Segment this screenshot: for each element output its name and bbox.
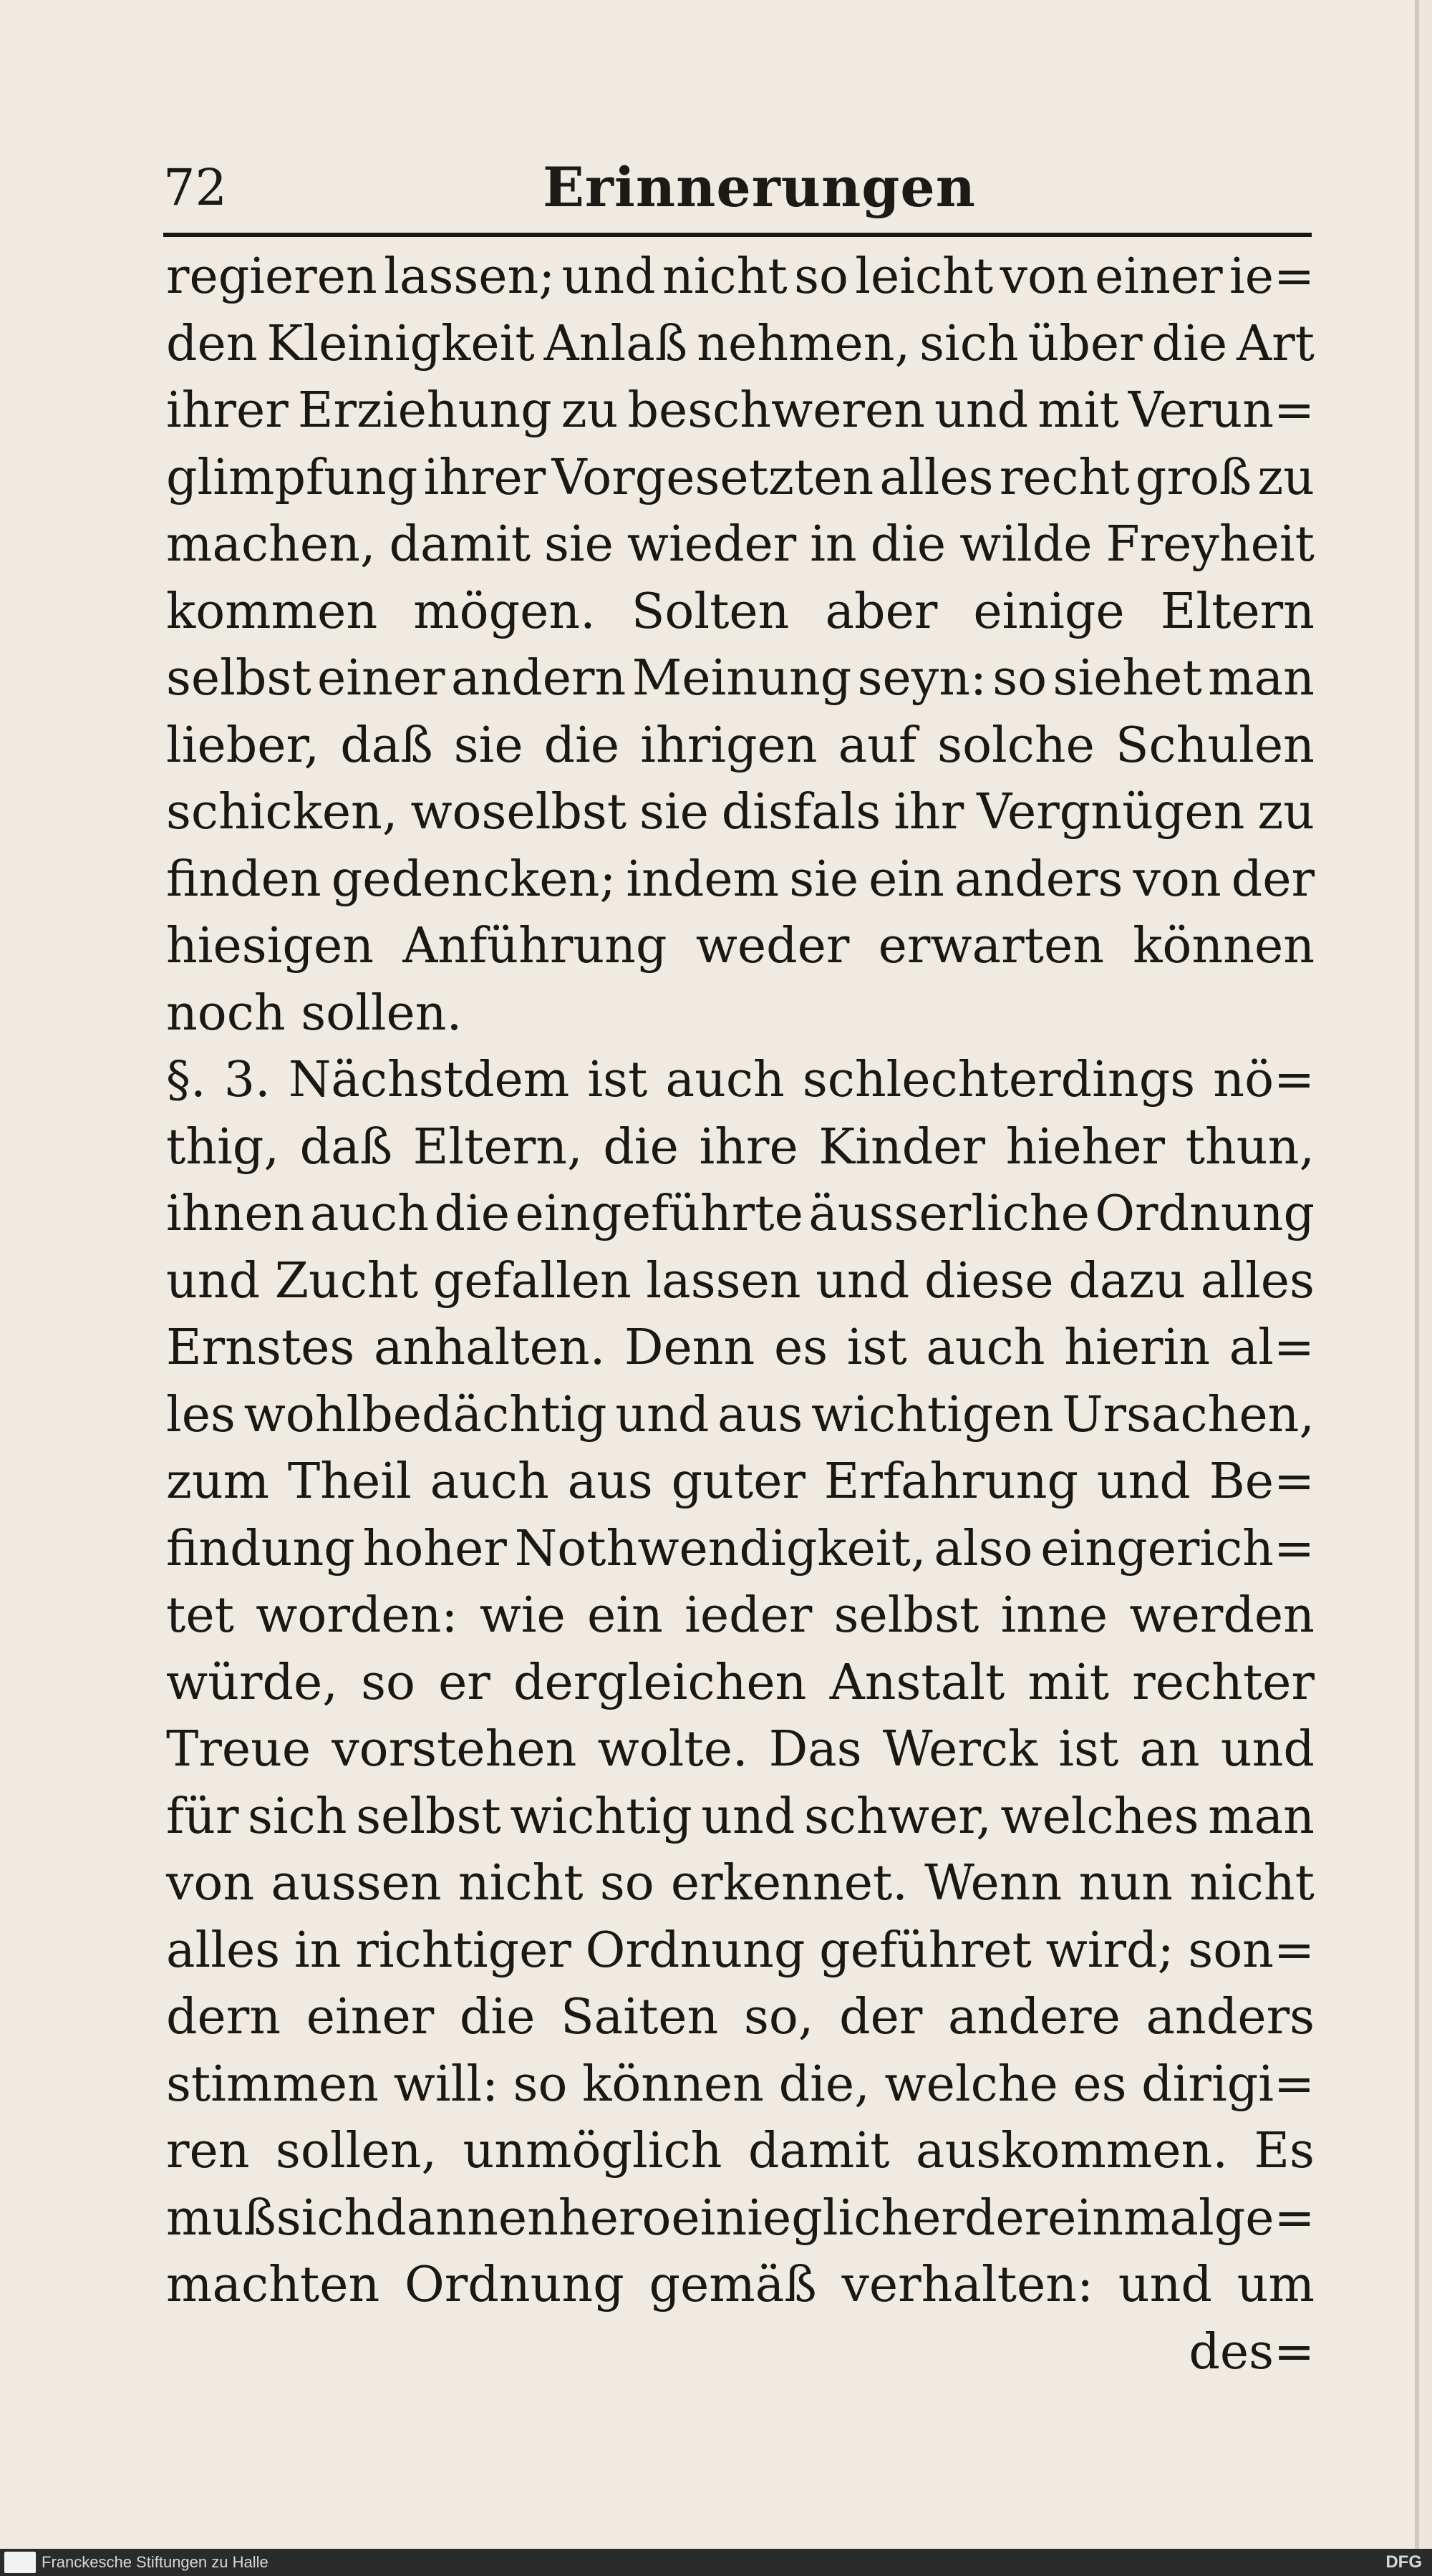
word: ren (166, 2123, 250, 2179)
running-head (163, 152, 1310, 223)
word: Eltern (1160, 583, 1315, 640)
word: wieder (626, 516, 797, 573)
word: anhalten. (373, 1320, 606, 1376)
word: son= (1188, 1922, 1315, 1979)
text-line (166, 1917, 1315, 1985)
word: Ursachen, (1062, 1386, 1315, 1443)
word: thig, (166, 1118, 280, 1176)
word: nicht (662, 248, 788, 305)
word: daß (299, 1118, 393, 1176)
word: dirigi= (1141, 2056, 1315, 2113)
word: andere (947, 1989, 1121, 2045)
word: alles (1200, 1252, 1315, 1309)
word: schwer, (803, 1788, 992, 1845)
word: dazu (1068, 1252, 1186, 1309)
word: zu (1257, 449, 1315, 506)
word: würde, (166, 1654, 338, 1711)
word: ist (846, 1320, 907, 1376)
word: selbst (833, 1587, 979, 1644)
word: Werck (882, 1721, 1038, 1778)
word: seyn: (857, 650, 987, 707)
word: ihr (894, 784, 964, 841)
word: die (434, 1186, 511, 1242)
text-line (166, 2185, 1315, 2252)
word: und (816, 1252, 910, 1309)
word: ie= (1229, 248, 1315, 305)
word: eingeführte (515, 1186, 803, 1242)
word: Kleinigkeit (266, 315, 535, 372)
word: anders (954, 851, 1123, 908)
word: leicht (855, 248, 994, 305)
word: muß (166, 2189, 276, 2247)
word: mit (1027, 1654, 1110, 1711)
word: Freyheit (1106, 516, 1315, 573)
text-line (166, 846, 1315, 914)
word: werden (1129, 1587, 1315, 1644)
text-line (166, 1783, 1315, 1851)
word: und (1096, 1453, 1191, 1510)
word: erkennet. (670, 1855, 908, 1912)
word: zu (1257, 784, 1315, 841)
text-line (166, 779, 1315, 846)
word: sie (789, 851, 859, 908)
text-line (166, 913, 1315, 980)
word: so (513, 2056, 568, 2113)
footer-dfg-logo: DFG (1385, 2552, 1422, 2572)
word: über (1027, 315, 1143, 372)
word: machten (166, 2257, 380, 2313)
word: mögen. (413, 583, 596, 640)
word: dannenhero (375, 2189, 672, 2247)
word: kommen (166, 583, 378, 640)
word: Das (768, 1721, 862, 1778)
word: ge= (1214, 2189, 1315, 2247)
catchword: des= (1189, 2323, 1315, 2381)
word: auch (926, 1320, 1045, 1376)
word: die (603, 1118, 679, 1176)
word: nö= (1213, 1052, 1315, 1108)
word: les (166, 1386, 236, 1443)
text-line (166, 1248, 1315, 1315)
word: Eltern, (412, 1118, 583, 1176)
word: inne (1000, 1587, 1108, 1644)
word: gefallen (432, 1252, 632, 1309)
text-line-content: noch sollen. (166, 984, 463, 1042)
word: ieder (684, 1587, 813, 1644)
word: er (438, 1654, 490, 1711)
word: und (561, 248, 656, 305)
word: Kinder (818, 1118, 986, 1176)
word: ist (1058, 1721, 1119, 1778)
word: eingerich= (1040, 1520, 1315, 1577)
word: einer (306, 1989, 435, 2045)
word: Treue (166, 1721, 311, 1778)
word: auf (838, 717, 917, 774)
word: aus (567, 1453, 653, 1510)
word: aus (717, 1386, 803, 1443)
text-line (166, 1984, 1315, 2051)
word: nicht (458, 1855, 584, 1912)
word: gedencken; (331, 851, 616, 908)
word: und (1220, 1721, 1315, 1778)
word: damit (389, 516, 531, 573)
word: richtiger (355, 1922, 571, 1979)
word: Anführung (402, 918, 667, 974)
word: wie (479, 1587, 566, 1644)
word: von (166, 1855, 255, 1912)
word: also (934, 1520, 1033, 1577)
word: groß (1135, 449, 1252, 506)
footer-bar (0, 2549, 1432, 2576)
word: die, (778, 2056, 870, 2113)
word: vorstehen (332, 1721, 577, 1778)
text-line (166, 712, 1315, 780)
word: weder (695, 918, 850, 974)
word: Ordnung (405, 2257, 624, 2313)
word: lieber, (166, 717, 320, 774)
word: hieher (1005, 1118, 1166, 1176)
word: Wenn (924, 1855, 1063, 1912)
text-line (166, 1650, 1315, 1717)
text-line (166, 1516, 1315, 1583)
text-line (166, 578, 1315, 646)
word: die (1151, 315, 1228, 372)
word: stimmen (166, 2056, 379, 2113)
word: Anstalt (829, 1654, 1005, 1711)
word: selbst (356, 1788, 501, 1845)
word: den (166, 315, 258, 372)
word: so (599, 1855, 654, 1912)
word: auskommen. (915, 2123, 1228, 2179)
word: erwarten (878, 918, 1105, 974)
word: unmöglich (463, 2123, 722, 2179)
word: diese (924, 1252, 1054, 1309)
word: zum (166, 1453, 270, 1510)
word: ihrer (423, 449, 546, 506)
word: einer (317, 650, 445, 707)
word: es (773, 1320, 828, 1376)
word: Denn (624, 1320, 755, 1376)
text-line (166, 2252, 1315, 2319)
word: Ordnung (1095, 1186, 1315, 1242)
word: alles (879, 449, 994, 506)
word: an (1139, 1721, 1200, 1778)
word: finden (166, 851, 321, 908)
word: ein (587, 1587, 663, 1644)
word: aussen (271, 1855, 442, 1912)
word: Nothwendigkeit, (514, 1520, 927, 1577)
word: will: (393, 2056, 498, 2113)
word: gemäß (649, 2257, 817, 2313)
word: wilde (959, 516, 1093, 573)
text-line (166, 445, 1315, 512)
word: von (1000, 248, 1088, 305)
word: ihrigen (640, 717, 818, 774)
word: ieglicher (747, 2189, 964, 2247)
word: Saiten (561, 1989, 719, 2045)
word: Es (1254, 2123, 1315, 2179)
text-line (166, 980, 1315, 1047)
word: ein (671, 2189, 748, 2247)
word: indem (626, 851, 780, 908)
word: thun, (1185, 1118, 1315, 1176)
word: hoher (362, 1520, 507, 1577)
word: wichtigen (811, 1386, 1054, 1443)
word: verhalten: (841, 2257, 1094, 2313)
word: und (701, 1788, 795, 1845)
text-line (166, 1382, 1315, 1449)
word: solche (937, 717, 1095, 774)
word: sich (276, 2189, 376, 2247)
body-text (166, 243, 1315, 2386)
page-number: 72 (163, 158, 228, 217)
word: für (166, 1788, 239, 1845)
word: wird; (1045, 1922, 1174, 1979)
word: in (294, 1922, 342, 1979)
word: Solten (631, 583, 790, 640)
word: disfals (721, 784, 881, 841)
word: und (166, 1252, 261, 1309)
word: dern (166, 1989, 281, 2045)
word: Be= (1209, 1453, 1315, 1510)
word: sich (248, 1788, 347, 1845)
word: zu (561, 382, 619, 439)
text-line (166, 243, 1315, 311)
word: Anlaß (543, 315, 688, 372)
word: Erziehung (297, 382, 552, 439)
word: rechter (1132, 1654, 1315, 1711)
catchword-line (166, 2319, 1315, 2386)
text-line (166, 511, 1315, 578)
word: von (1133, 851, 1221, 908)
word: Schulen (1115, 717, 1315, 774)
word: die (870, 516, 947, 573)
word: nicht (1189, 1855, 1315, 1912)
word: Ernstes (166, 1320, 355, 1376)
word: dergleichen (513, 1654, 807, 1711)
word: tet (166, 1587, 234, 1644)
word: Vergnügen (977, 784, 1245, 841)
word: recht (999, 449, 1130, 506)
word: ist (587, 1052, 648, 1108)
word: um (1237, 2257, 1315, 2313)
word: die (543, 717, 620, 774)
word: guter (671, 1453, 806, 1510)
word: und (934, 382, 1029, 439)
word: der (839, 1989, 923, 2045)
word: Art (1237, 315, 1315, 372)
footer-institution: Franckesche Stiftungen zu Halle (42, 2553, 268, 2571)
word: ihrer (166, 382, 289, 439)
word: ein (869, 851, 944, 908)
word: Erfahrung (823, 1453, 1079, 1510)
word: einige (973, 583, 1125, 640)
word: mit (1037, 382, 1119, 439)
word: schlechterdings (802, 1052, 1196, 1108)
word: so (794, 248, 848, 305)
word: können (582, 2056, 764, 2113)
word: glimpfung (166, 449, 418, 506)
word: Vorgesetzten (551, 449, 874, 506)
word: welches (1000, 1788, 1199, 1845)
text-line (166, 1850, 1315, 1917)
word: beschweren (627, 382, 925, 439)
word: al= (1229, 1320, 1315, 1376)
text-line (166, 1114, 1315, 1181)
word: wohlbedächtig (243, 1386, 607, 1443)
word: 3. (223, 1052, 271, 1108)
word: man (1208, 1788, 1315, 1845)
word: alles (166, 1922, 281, 1979)
word: auch (430, 1453, 549, 1510)
word: lassen; (384, 248, 556, 305)
text-line (166, 645, 1315, 712)
word: Zucht (274, 1252, 419, 1309)
word: woselbst (410, 784, 627, 841)
word: sollen, (276, 2123, 437, 2179)
text-line (166, 1314, 1315, 1382)
text-line (166, 1716, 1315, 1783)
word: Meinung (632, 650, 852, 707)
word: hierin (1064, 1320, 1211, 1376)
word: welche (884, 2056, 1058, 2113)
word: der (964, 2189, 1048, 2247)
text-line (166, 377, 1315, 445)
word: sich (919, 315, 1019, 372)
word: daß (340, 717, 433, 774)
word: einer (1095, 248, 1223, 305)
header-rule (163, 233, 1312, 237)
text-line (166, 1181, 1315, 1248)
institution-logo-icon (4, 2552, 36, 2573)
word: man (1208, 650, 1315, 707)
text-line (166, 2118, 1315, 2185)
word: es (1073, 2056, 1127, 2113)
word: Theil (287, 1453, 412, 1510)
word: einmal (1048, 2189, 1214, 2247)
word: wolte. (597, 1721, 748, 1778)
word: anders (1146, 1989, 1315, 2045)
word: so, (743, 1989, 814, 2045)
word: Ordnung (585, 1922, 806, 1979)
word: lassen (646, 1252, 801, 1309)
word: damit (748, 2123, 890, 2179)
word: können (1133, 918, 1315, 974)
word: die (459, 1989, 536, 2045)
word: so (992, 650, 1048, 707)
word: äusserliche (808, 1186, 1090, 1242)
word: aber (825, 583, 938, 640)
word: wichtig (510, 1788, 692, 1845)
word: Nächstdem (288, 1052, 570, 1108)
word: siehet (1053, 650, 1202, 707)
word: schicken, (166, 784, 398, 841)
running-title: Erinnerungen (543, 155, 977, 219)
word: geführet (819, 1922, 1032, 1979)
word: auch (665, 1052, 785, 1108)
word: in (810, 516, 857, 573)
word: der (1231, 851, 1315, 908)
text-line (166, 1448, 1315, 1516)
word: andern (450, 650, 626, 707)
word: nehmen, (697, 315, 911, 372)
word: selbst (166, 650, 311, 707)
text-line (166, 2051, 1315, 2119)
text-line (166, 1047, 1315, 1114)
word: findung (166, 1520, 355, 1577)
word: §. (166, 1052, 206, 1108)
word: sie (544, 516, 614, 573)
word: hiesigen (166, 918, 374, 974)
word: Verun= (1128, 382, 1315, 439)
word: ihre (699, 1118, 798, 1176)
word: machen, (166, 516, 376, 573)
word: so (361, 1654, 415, 1711)
word: ihnen (166, 1186, 305, 1242)
text-line (166, 1582, 1315, 1650)
word: worden: (256, 1587, 458, 1644)
word: nun (1078, 1855, 1173, 1912)
text-line (166, 311, 1315, 378)
word: und (615, 1386, 710, 1443)
word: sie (453, 717, 523, 774)
word: sie (639, 784, 709, 841)
word: auch (309, 1186, 430, 1242)
word: und (1118, 2257, 1212, 2313)
word: regieren (166, 248, 377, 305)
